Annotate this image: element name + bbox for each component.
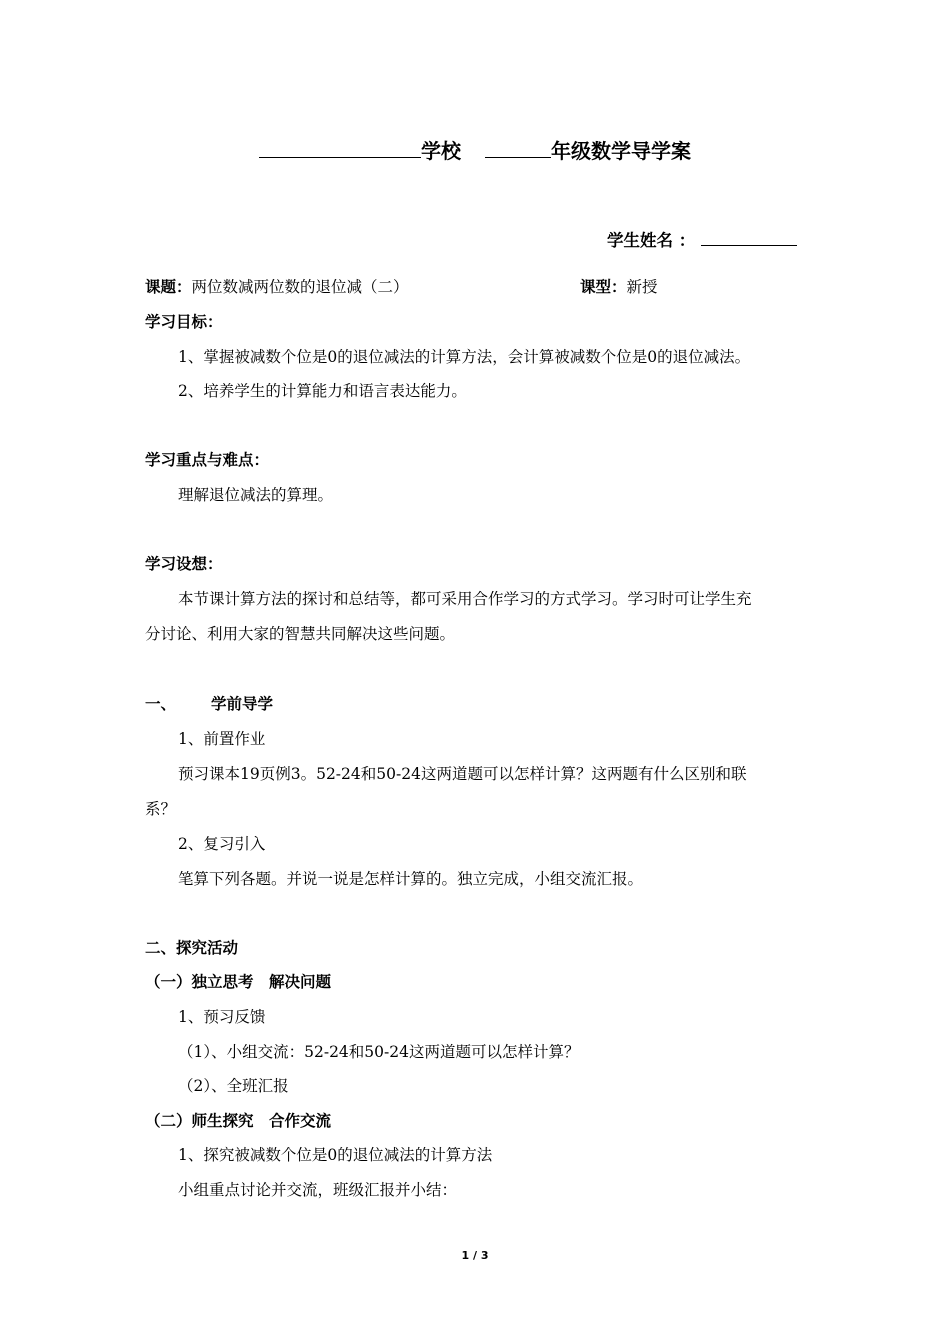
type-row	[580, 277, 658, 297]
type-value: 新授	[626, 278, 658, 296]
section1-item-1-line-2: 系？	[145, 800, 177, 818]
idea-heading: 学习设想：	[145, 555, 223, 573]
section1-title: 学前导学	[211, 695, 274, 713]
student-name-label: 学生姓名 ：	[607, 231, 696, 250]
goal-item-1: 1、掌握被减数个位是0的退位减法的计算方法，会计算被减数个位是0的退位减法。	[178, 348, 751, 366]
focus-text: 理解退位减法的算理。	[178, 486, 334, 504]
grade-blank	[485, 139, 551, 158]
idea-line-2: 分讨论、利用大家的智慧共同解决这些问题。	[145, 625, 456, 643]
goals-heading: 学习目标：	[145, 313, 223, 331]
section1-item-2-text: 笔算下列各题。并说一说是怎样计算的。独立完成，小组交流汇报。	[178, 870, 644, 888]
page-number: 1 / 3	[461, 1249, 489, 1262]
student-name-blank	[701, 227, 797, 246]
topic-value: 两位数减两位数的退位减（二）	[191, 278, 409, 296]
idea-line-1: 本节课计算方法的探讨和总结等，都可采用合作学习的方式学习。学习时可让学生充	[178, 590, 752, 608]
type-label: 课型：	[580, 278, 627, 296]
section1-item-2: 2、复习引入	[178, 835, 266, 853]
section2-part2-item: 1、探究被减数个位是0的退位减法的计算方法	[178, 1146, 493, 1164]
page-title	[0, 138, 950, 164]
school-blank	[259, 139, 421, 158]
topic-label: 课题：	[145, 278, 192, 296]
goal-item-2: 2、培养学生的计算能力和语言表达能力。	[178, 382, 467, 400]
section1-item-1: 1、前置作业	[178, 730, 266, 748]
student-name-row	[607, 227, 797, 252]
section1-number: 一、	[145, 695, 177, 713]
section2-part1-heading: （一）独立思考 解决问题	[145, 973, 332, 991]
grade-suffix: 年级数学导学案	[551, 139, 691, 163]
section2-part2-text: 小组重点讨论并交流，班级汇报并小结：	[178, 1181, 458, 1199]
section2-part1-item: 1、预习反馈	[178, 1008, 266, 1026]
section2-part1-sub-1: （1）、小组交流：52-24和50-24这两道题可以怎样计算？	[178, 1043, 580, 1061]
section2-heading: 二、探究活动	[145, 939, 239, 957]
school-suffix: 学校	[421, 139, 461, 163]
topic-row	[145, 277, 409, 297]
section1-item-1-line-1: 预习课本19页例3。52-24和50-24这两道题可以怎样计算？这两题有什么区别和联	[178, 765, 747, 783]
section2-part2-heading: （二）师生探究 合作交流	[145, 1112, 332, 1130]
focus-heading: 学习重点与难点：	[145, 451, 270, 469]
section2-part1-sub-2: （2）、全班汇报	[178, 1077, 289, 1095]
